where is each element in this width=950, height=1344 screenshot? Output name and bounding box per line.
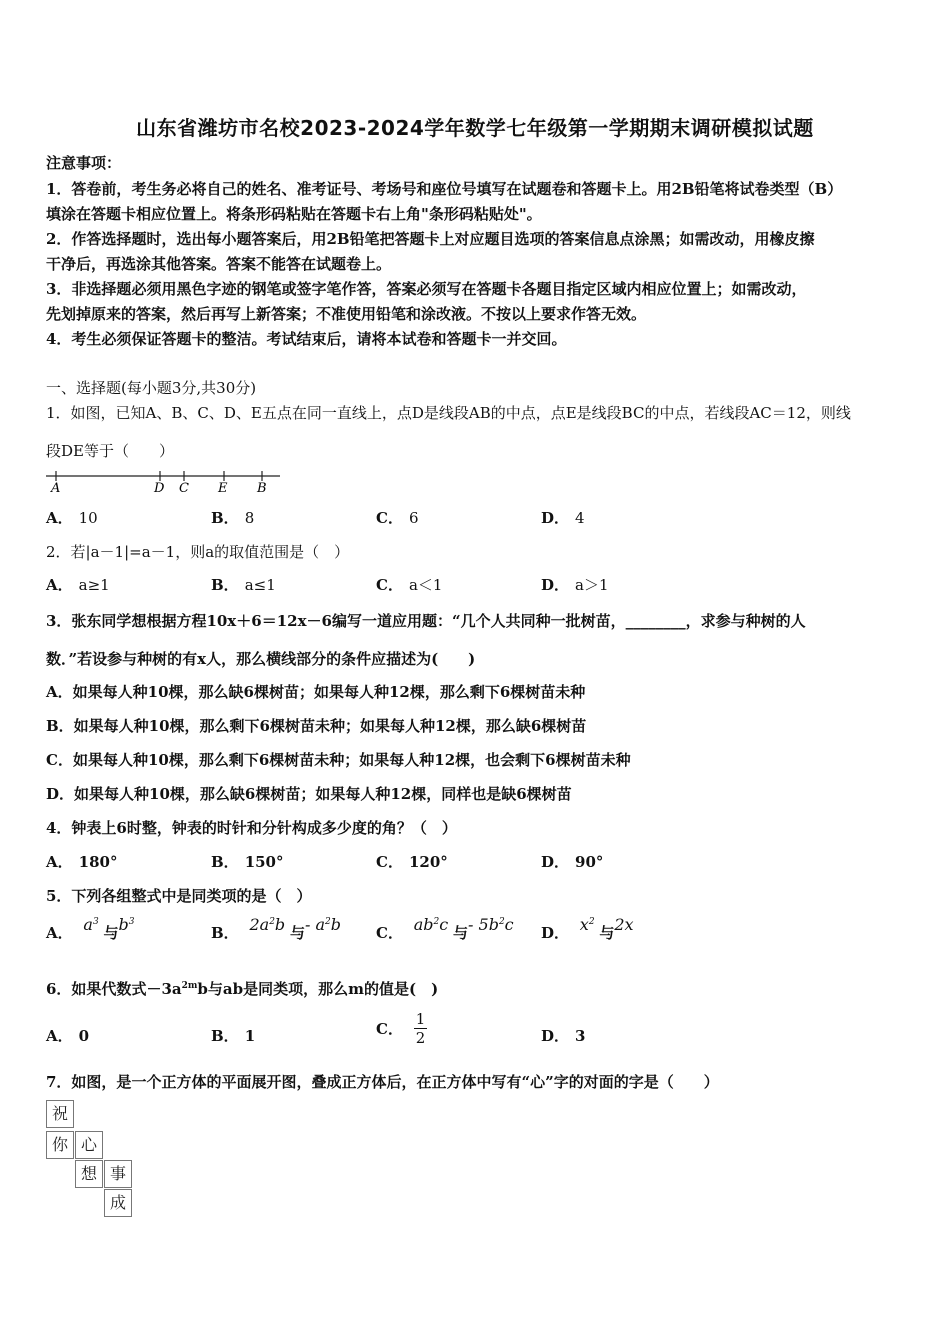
fraction-one-half [414, 1010, 428, 1047]
fraction-numerator: 1 [415, 1010, 426, 1028]
cube-face: 想 [75, 1160, 103, 1188]
option-b[interactable] [211, 851, 284, 872]
option-c[interactable] [376, 1010, 427, 1047]
term: a [83, 915, 93, 934]
option-b[interactable]: B．如果每人种10棵，那么剩下6棵树苗未种；如果每人种12棵，那么缺6棵树苗 [46, 717, 587, 735]
option-label: A． [46, 924, 73, 942]
term: - 5b [468, 915, 499, 934]
option-b[interactable] [211, 915, 341, 943]
term: b [118, 915, 129, 934]
cube-net-figure [46, 1100, 134, 1220]
option-label: B． [211, 853, 239, 871]
option-b[interactable] [211, 574, 276, 595]
option-value: 6 [408, 509, 419, 527]
and-word: 与 [453, 924, 469, 942]
exponent: 2 [269, 917, 275, 927]
option-label: C． [376, 924, 403, 942]
option-value: a＜1 [408, 576, 443, 594]
section-heading: 一、选择题(每小题3分,共30分) [46, 379, 257, 397]
cube-face: 祝 [46, 1100, 74, 1128]
term: - a [304, 915, 325, 934]
exponent: 2m [181, 981, 198, 991]
option-d[interactable] [541, 851, 603, 872]
question-2-stem: 2．若|a－1|=a－1，则a的取值范围是（ ） [46, 543, 350, 561]
exponent: 2 [325, 917, 331, 927]
option-label: B． [211, 576, 239, 594]
option-label: A． [46, 509, 73, 527]
notice-line: 填涂在答题卡相应位置上。将条形码粘贴在答题卡右上角"条形码粘贴处"。 [46, 205, 542, 223]
option-value: 1 [244, 1027, 256, 1045]
option-label: C． [376, 576, 403, 594]
term: b [274, 915, 286, 934]
option-label: D． [541, 853, 570, 871]
option-value: 150° [244, 853, 284, 871]
fraction-denominator: 2 [415, 1029, 426, 1047]
option-label: C． [376, 853, 403, 871]
term: x [579, 915, 589, 934]
option-d[interactable] [541, 915, 634, 943]
question-7-stem: 7．如图，是一个正方体的平面展开图，叠成正方体后，在正方体中写有“心”字的对面的字是（ ） [46, 1073, 719, 1091]
option-label: D． [541, 924, 570, 942]
stem-suffix: b与ab是同类项，那么m的值是( ) [197, 980, 439, 998]
option-b[interactable] [211, 1025, 255, 1046]
page-title: 山东省潍坊市名校2023-2024学年数学七年级第一学期期末调研模拟试题 [136, 116, 814, 140]
option-a[interactable]: A．如果每人种10棵，那么缺6棵树苗；如果每人种12棵，那么剩下6棵树苗未种 [46, 683, 586, 701]
option-c[interactable] [376, 574, 442, 595]
question-1-stem: 1．如图，已知A、B、C、D、E五点在同一直线上，点D是线段AB的中点，点E是线段BC的中点，若线段AC＝12，则线 [46, 404, 851, 422]
option-c[interactable] [376, 915, 514, 943]
option-value: 3 [575, 1027, 586, 1045]
option-label: B． [211, 509, 239, 527]
notice-line: 2．作答选择题时，选出每小题答案后，用2B铅笔把答题卡上对应题目选项的答案信息点涂黑；如需改动，用橡皮擦 [46, 230, 815, 248]
stem-prefix: 6．如果代数式－3a [46, 980, 182, 998]
question-6-stem [46, 978, 438, 999]
option-a[interactable] [46, 574, 110, 595]
exponent: 2 [433, 917, 440, 927]
and-word: 与 [289, 924, 305, 942]
term: ab [413, 915, 434, 934]
point-label-d: D [154, 481, 165, 496]
term: b [330, 915, 341, 934]
option-value: a＞1 [575, 576, 609, 594]
exponent: 3 [128, 917, 135, 927]
question-3-stem: 3．张东同学想根据方程10x＋6＝12x－6编写一道应用题：“几个人共同种一批树苗，________，求参与种树的人 [46, 612, 806, 630]
cube-face: 心 [75, 1131, 103, 1159]
option-d[interactable] [541, 507, 585, 528]
option-d[interactable] [541, 1025, 585, 1046]
segment-figure [44, 466, 284, 496]
cube-face: 事 [104, 1160, 132, 1188]
option-a[interactable] [46, 507, 98, 528]
option-label: C． [376, 509, 403, 527]
term: c [439, 915, 449, 934]
option-label: B． [211, 924, 239, 942]
option-value: 10 [78, 509, 98, 527]
question-4-stem: 4．钟表上6时整，钟表的时针和分针构成多少度的角？（ ） [46, 819, 457, 837]
option-c[interactable]: C．如果每人种10棵，那么剩下6棵树苗未种；如果每人种12棵，也会剩下6棵树苗未种 [46, 751, 631, 769]
option-c[interactable] [376, 851, 448, 872]
question-5-stem: 5．下列各组整式中是同类项的是（ ） [46, 887, 312, 905]
option-value: a≤1 [244, 576, 276, 594]
option-label: A． [46, 1027, 73, 1045]
point-label-a: A [51, 481, 61, 496]
option-a[interactable] [46, 851, 117, 872]
and-word: 与 [103, 924, 119, 942]
option-label: A． [46, 576, 73, 594]
point-label-e: E [218, 481, 228, 496]
option-value: 4 [575, 509, 585, 527]
option-label: D． [541, 576, 570, 594]
notice-line: 先划掉原来的答案，然后再写上新答案；不准使用铅笔和涂改液。不按以上要求作答无效。 [46, 305, 647, 323]
notice-heading: 注意事项： [46, 154, 122, 172]
option-value: 0 [78, 1027, 90, 1045]
term: 2a [249, 915, 270, 934]
term: 2x [614, 915, 634, 934]
exponent: 2 [588, 917, 595, 927]
option-label: C． [376, 1020, 403, 1038]
notice-line: 1．答卷前，考生务必将自己的姓名、准考证号、考场号和座位号填写在试题卷和答题卡上。用2B铅笔将试卷类型（B） [46, 180, 843, 198]
option-d[interactable]: D．如果每人种10棵，那么缺6棵树苗；如果每人种12棵，同样也是缺6棵树苗 [46, 785, 572, 803]
term: c [504, 915, 514, 934]
option-value: 8 [244, 509, 255, 527]
and-word: 与 [599, 924, 615, 942]
notice-line: 4．考生必须保证答题卡的整洁。考试结束后，请将本试卷和答题卡一并交回。 [46, 330, 567, 348]
point-label-b: B [257, 481, 267, 496]
option-d[interactable] [541, 574, 609, 595]
option-a[interactable] [46, 1025, 89, 1046]
question-1-stem-cont: 段DE等于（ ） [46, 442, 174, 460]
option-value: 90° [575, 853, 604, 871]
option-a[interactable] [46, 915, 135, 943]
notice-line: 干净后，再选涂其他答案。答案不能答在试题卷上。 [46, 255, 392, 273]
option-value: 120° [408, 853, 448, 871]
option-c[interactable] [376, 507, 419, 528]
cube-face: 你 [46, 1131, 74, 1159]
cube-face: 成 [104, 1189, 132, 1217]
exponent: 2 [498, 917, 505, 927]
exponent: 3 [92, 917, 99, 927]
point-label-c: C [179, 481, 189, 496]
option-value: 180° [78, 853, 118, 871]
option-label: A． [46, 853, 73, 871]
option-value: a≥1 [78, 576, 110, 594]
option-label: D． [541, 509, 570, 527]
question-3-stem-cont: 数．”若设参与种树的有x人，那么横线部分的条件应描述为( ) [46, 650, 476, 668]
option-b[interactable] [211, 507, 254, 528]
option-label: B． [211, 1027, 239, 1045]
option-label: D． [541, 1027, 570, 1045]
notice-line: 3．非选择题必须用黑色字迹的钢笔或签字笔作答，答案必须写在答题卡各题目指定区域内相应位置上；如需改动， [46, 280, 807, 298]
